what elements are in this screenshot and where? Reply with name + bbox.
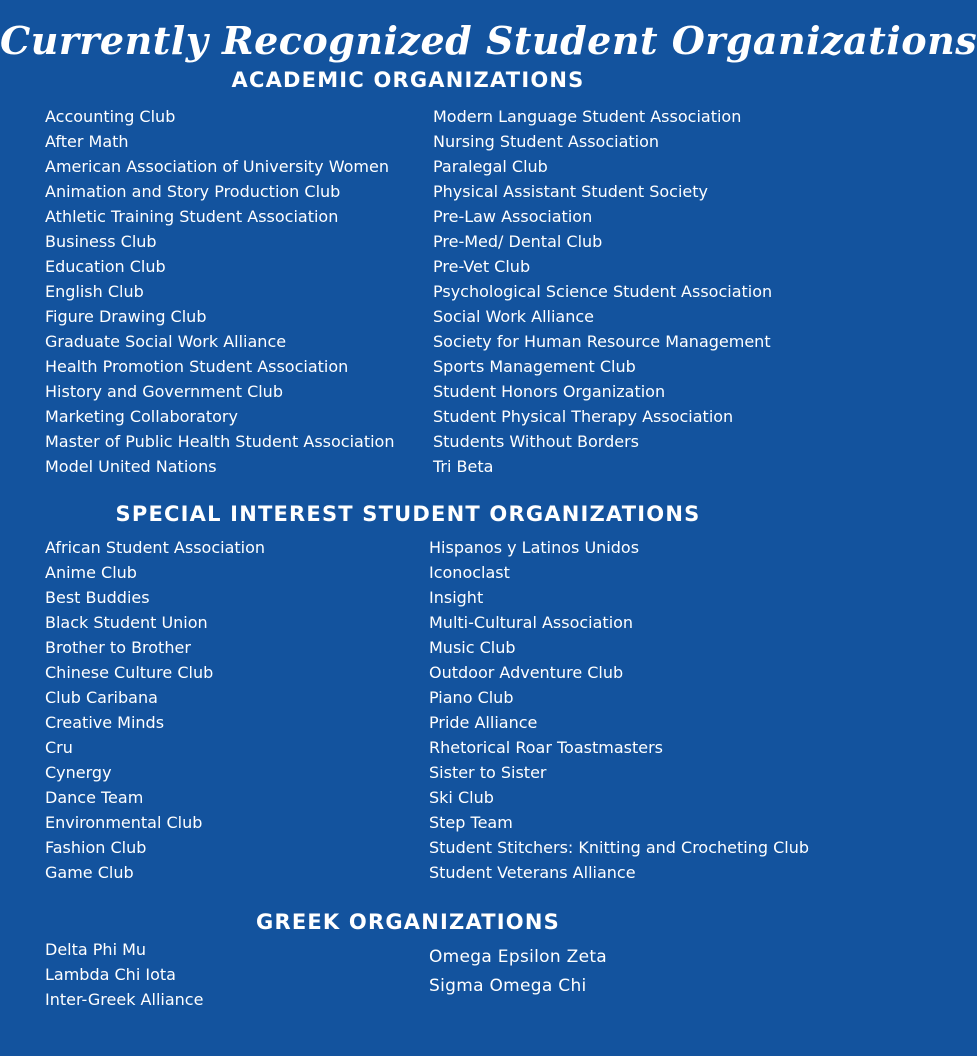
special-org-item: Creative Minds (45, 713, 165, 732)
academic-org-item: Physical Assistant Student Society (433, 182, 708, 201)
greek-org-item: Omega Epsilon Zeta (429, 947, 608, 967)
academic-org-item: Marketing Collaboratory (45, 407, 238, 426)
special-org-item: Fashion Club (45, 838, 147, 857)
academic-org-item: Pre-Vet Club (433, 257, 531, 276)
special-org-item: Music Club (429, 638, 516, 657)
academic-org-item: Graduate Social Work Alliance (45, 332, 287, 351)
special-org-item: Multi-Cultural Association (429, 613, 634, 632)
academic-left-list (45, 104, 394, 479)
academic-org-item: Health Promotion Student Association (45, 357, 349, 376)
special-org-item: Rhetorical Roar Toastmasters (429, 738, 663, 757)
academic-org-item: Athletic Training Student Association (45, 207, 339, 226)
greek-heading: GREEK ORGANIZATIONS (256, 910, 560, 934)
academic-org-item: Pre-Med/ Dental Club (433, 232, 603, 251)
special-org-item: Outdoor Adventure Club (429, 663, 624, 682)
academic-org-item: Nursing Student Association (433, 132, 660, 151)
academic-org-item: Business Club (45, 232, 157, 251)
academic-org-item: Students Without Borders (433, 432, 639, 451)
academic-org-item: Model United Nations (45, 457, 217, 476)
academic-org-item: Sports Management Club (433, 357, 636, 376)
academic-org-item: Psychological Science Student Association (433, 282, 773, 301)
special-left-list (45, 535, 265, 885)
special-org-item: Best Buddies (45, 588, 150, 607)
special-right-list (429, 535, 809, 885)
special-org-item: African Student Association (45, 538, 266, 557)
academic-org-item: Accounting Club (45, 107, 176, 126)
academic-org-item: Modern Language Student Association (433, 107, 742, 126)
academic-org-item: Student Honors Organization (433, 382, 666, 401)
page-title: Currently Recognized Student Organizations (0, 18, 977, 63)
special-org-item: Cynergy (45, 763, 112, 782)
special-org-item: Student Veterans Alliance (429, 863, 636, 882)
special-org-item: Insight (429, 588, 484, 607)
greek-org-item: Lambda Chi Iota (45, 965, 176, 984)
special-org-item: Pride Alliance (429, 713, 538, 732)
academic-org-item: Animation and Story Production Club (45, 182, 341, 201)
academic-org-item: American Association of University Women (45, 157, 389, 176)
academic-right-list (433, 104, 772, 479)
academic-org-item: History and Government Club (45, 382, 283, 401)
special-org-item: Cru (45, 738, 73, 757)
special-org-item: Hispanos y Latinos Unidos (429, 538, 640, 557)
special-org-item: Student Stitchers: Knitting and Crocheting Club (429, 838, 810, 857)
academic-org-item: Pre-Law Association (433, 207, 593, 226)
greek-org-item: Inter-Greek Alliance (45, 990, 204, 1009)
academic-org-item: Social Work Alliance (433, 307, 594, 326)
special-org-item: Sister to Sister (429, 763, 547, 782)
special-org-item: Club Caribana (45, 688, 158, 707)
academic-org-item: Tri Beta (433, 457, 494, 476)
academic-org-item: Student Physical Therapy Association (433, 407, 734, 426)
greek-org-item: Sigma Omega Chi (429, 976, 587, 996)
special-org-item: Black Student Union (45, 613, 208, 632)
special-org-item: Brother to Brother (45, 638, 191, 657)
special-org-item: Step Team (429, 813, 513, 832)
special-org-item: Chinese Culture Club (45, 663, 214, 682)
special-org-item: Anime Club (45, 563, 137, 582)
special-org-item: Game Club (45, 863, 134, 882)
greek-org-item: Delta Phi Mu (45, 940, 147, 959)
special-interest-heading: SPECIAL INTEREST STUDENT ORGANIZATIONS (115, 502, 701, 526)
academic-org-item: Master of Public Health Student Association (45, 432, 395, 451)
academic-org-item: Paralegal Club (433, 157, 548, 176)
special-org-item: Ski Club (429, 788, 494, 807)
academic-org-item: After Math (45, 132, 129, 151)
greek-left-list (45, 937, 203, 1012)
greek-right-list (429, 943, 607, 1001)
academic-org-item: Figure Drawing Club (45, 307, 207, 326)
special-org-item: Environmental Club (45, 813, 203, 832)
academic-org-item: Education Club (45, 257, 166, 276)
academic-org-item: English Club (45, 282, 144, 301)
special-org-item: Piano Club (429, 688, 514, 707)
academic-heading: ACADEMIC ORGANIZATIONS (231, 68, 585, 92)
special-org-item: Dance Team (45, 788, 144, 807)
special-org-item: Iconoclast (429, 563, 510, 582)
academic-org-item: Society for Human Resource Management (433, 332, 771, 351)
